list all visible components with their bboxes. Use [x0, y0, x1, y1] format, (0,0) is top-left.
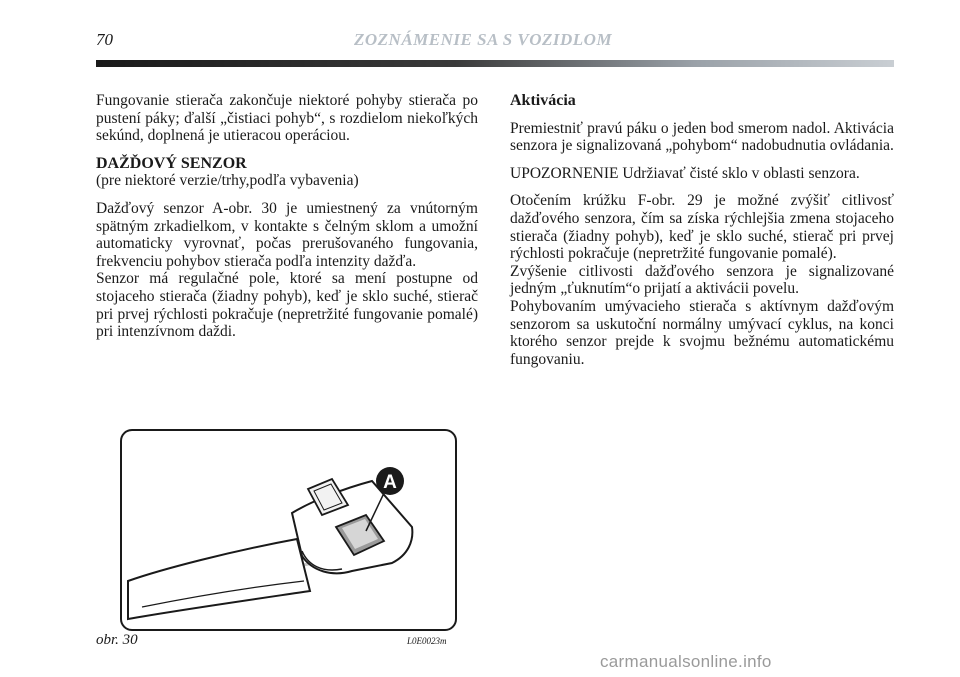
intro-paragraph: Fungovanie stierača zakončuje niektoré pohyby stierača po pustení páky; ďalší „čistiaci pohyb“, s rozdielom niekoľkých sekúnd, doplnená je utieracou operáciou.: [96, 92, 478, 145]
rain-sensor-paragraph: Dažďový senzor A-obr. 30 je umiestnený za vnútorným spätným zrkadielkom, v kontakte s čelným sklom a umožní automaticky vyrovnať, počas prerušovaného fungovania, frekvenciu pohybov stierača podľa intenzity dažďa.: [96, 199, 478, 270]
sensitivity-paragraph: Otočením krúžku F-obr. 29 je možné zvýšiť citlivosť dažďového senzora, čím sa získa rýchlejšia zmena stojaceho stierača (žiadny pohyb), keď je sklo suché, stierač pri prvej rýchlosti pokračuje (nepretržité fungovanie pomalé).: [510, 192, 894, 263]
figure-caption: obr. 30: [96, 632, 138, 648]
page-number: 70: [96, 30, 113, 49]
activation-heading: Aktivácia: [510, 92, 576, 109]
activation-paragraph: Premiestniť pravú páku o jeden bod smerom nadol. Aktivácia senzora je signalizovaná „pohybom“ nadobudnutia ovládania.: [510, 119, 894, 155]
watermark: carmanualsonline.info: [600, 652, 772, 671]
left-column: [96, 92, 478, 351]
section-subheading: (pre niektoré verzie/trhy,podľa vybavenia): [96, 172, 359, 190]
rain-sensor-figure: [120, 429, 457, 631]
sensitivity-signal-paragraph: Zvýšenie citlivosti dažďového senzora je signalizované jedným „ťuknutím“o prijatí a aktivácii povelu.: [510, 262, 894, 298]
rear-view-mirror-illustration: [122, 431, 455, 629]
callout-a-label: A: [383, 472, 397, 493]
figure-code: L0E0023m: [407, 636, 447, 646]
chapter-title: ZOZNÁMENIE SA S VOZIDLOM: [354, 30, 613, 49]
warning-paragraph: UPOZORNENIE Udržiavať čisté sklo v oblasti senzora.: [510, 164, 860, 182]
washer-paragraph: Pohybovaním umývacieho stierača s aktívnym dažďovým senzorom sa uskutoční normálny umývací cyklus, na konci ktorého senzor prejde k svojmu bežnému automatickému fungovaniu.: [510, 297, 894, 368]
regulation-paragraph: Senzor má regulačné pole, ktoré sa mení postupne od stojaceho stierača (žiadny pohyb), keď je sklo suché, stierač pri prvej rýchlosti pokračuje (nepretržité fungovanie pomalé) pri intenzívnom daždi.: [96, 270, 478, 341]
header-rule: [96, 60, 894, 67]
section-heading: DAŽĎOVÝ SENZOR: [96, 154, 247, 172]
right-column: [510, 92, 894, 378]
